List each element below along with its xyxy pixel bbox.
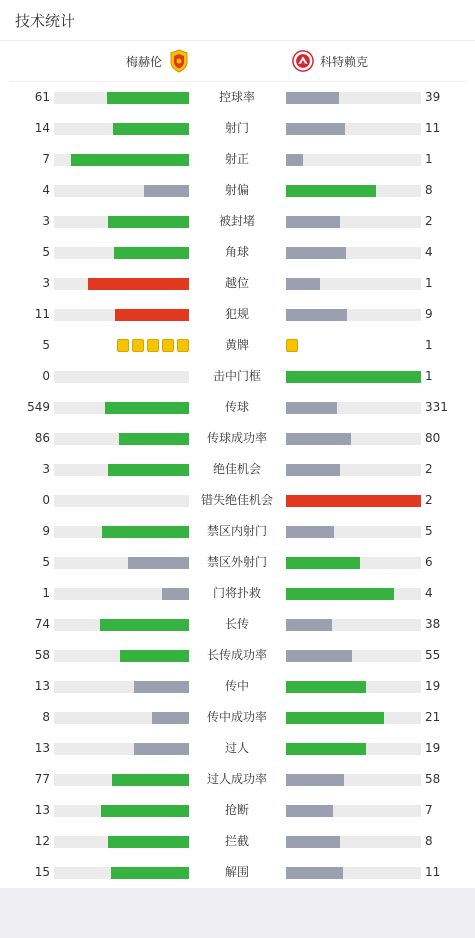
home-value: 15: [34, 865, 50, 879]
home-value: 74: [34, 617, 50, 631]
home-value: 7: [42, 152, 50, 166]
away-bar-fill: [286, 92, 339, 104]
home-value: 1: [42, 586, 50, 600]
away-bar-track: [286, 216, 421, 228]
away-yellow-cards: [286, 339, 298, 352]
away-value: 8: [425, 183, 433, 197]
home-value: 549: [27, 400, 50, 414]
away-bar-fill: [286, 216, 340, 228]
away-bar-track: [286, 185, 421, 197]
stat-row: [0, 764, 475, 795]
away-bar-fill: [286, 278, 320, 290]
section-header: [0, 0, 475, 41]
stat-row: [0, 330, 475, 361]
stat-row: [0, 857, 475, 888]
away-value: 1: [425, 338, 433, 352]
home-bar-track: [54, 619, 189, 631]
away-bar-fill: [286, 588, 394, 600]
home-bar-fill: [102, 526, 189, 538]
stat-name: 拦截: [224, 834, 249, 848]
stat-row: [0, 392, 475, 423]
home-bar-fill: [162, 588, 189, 600]
away-bar-track: [286, 867, 421, 879]
away-bar-fill: [286, 154, 303, 166]
away-value: 331: [425, 400, 448, 414]
away-bar-track: [286, 526, 421, 538]
away-bar-track: [286, 836, 421, 848]
away-bar-track: [286, 402, 421, 414]
home-bar-track: [54, 278, 189, 290]
stat-row: [0, 113, 475, 144]
home-bar-fill: [113, 123, 189, 135]
home-bar-fill: [115, 309, 189, 321]
home-team-crest-icon: [168, 49, 190, 73]
home-bar-track: [54, 588, 189, 600]
home-value: 13: [34, 803, 50, 817]
home-value: 3: [42, 214, 50, 228]
away-bar-fill: [286, 774, 344, 786]
away-value: 1: [425, 369, 433, 383]
home-bar-fill: [134, 681, 189, 693]
home-bar-fill: [100, 619, 189, 631]
away-value: 39: [425, 90, 441, 104]
away-value: 8: [425, 834, 433, 848]
home-bar-fill: [108, 216, 189, 228]
stat-row: [0, 237, 475, 268]
home-bar-track: [54, 836, 189, 848]
stat-name: 击中门框: [212, 369, 261, 383]
away-bar-fill: [286, 681, 366, 693]
stat-name: 长传成功率: [206, 648, 267, 662]
stat-row: [0, 175, 475, 206]
home-bar-fill: [119, 433, 189, 445]
home-team[interactable]: [126, 41, 190, 81]
stat-name: 传球成功率: [206, 431, 267, 445]
away-bar-fill: [286, 867, 343, 879]
home-bar-track: [54, 433, 189, 445]
away-value: 80: [425, 431, 441, 445]
home-value: 0: [42, 493, 50, 507]
stat-row: [0, 516, 475, 547]
stat-row: [0, 299, 475, 330]
stat-name: 越位: [224, 276, 249, 290]
away-bar-fill: [286, 619, 332, 631]
stat-row: [0, 268, 475, 299]
home-value: 61: [34, 90, 50, 104]
away-bar-fill: [286, 185, 376, 197]
home-value: 12: [34, 834, 50, 848]
home-value: 8: [42, 710, 50, 724]
yellow-card-icon: [162, 339, 174, 352]
away-bar-track: [286, 309, 421, 321]
away-bar-track: [286, 433, 421, 445]
home-bar-track: [54, 526, 189, 538]
away-bar-track: [286, 92, 421, 104]
away-bar-track: [286, 123, 421, 135]
home-bar-fill: [108, 464, 189, 476]
away-bar-fill: [286, 557, 360, 569]
away-bar-track: [286, 588, 421, 600]
away-bar-track: [286, 154, 421, 166]
home-bar-track: [54, 309, 189, 321]
stat-name: 角球: [224, 245, 249, 259]
home-bar-fill: [114, 247, 189, 259]
stat-row: [0, 826, 475, 857]
away-bar-fill: [286, 402, 337, 414]
stat-name: 禁区外射门: [206, 555, 267, 569]
stat-row: [0, 609, 475, 640]
stat-row: [0, 206, 475, 237]
home-yellow-cards: [117, 339, 189, 352]
home-team-name: 梅赫伦: [126, 54, 163, 69]
stat-name: 传球: [224, 400, 249, 414]
stat-row: [0, 144, 475, 175]
away-value: 4: [425, 586, 433, 600]
away-value: 1: [425, 276, 433, 290]
away-bar-track: [286, 619, 421, 631]
away-bar-track: [286, 681, 421, 693]
home-bar-track: [54, 867, 189, 879]
stat-row: [0, 578, 475, 609]
home-bar-track: [54, 247, 189, 259]
away-team-name: 科特赖克: [320, 54, 369, 69]
yellow-card-icon: [132, 339, 144, 352]
stat-row: [0, 640, 475, 671]
home-value: 13: [34, 741, 50, 755]
home-bar-track: [54, 495, 189, 507]
away-bar-fill: [286, 712, 384, 724]
home-bar-fill: [134, 743, 189, 755]
stat-row: [0, 702, 475, 733]
stat-row: [0, 361, 475, 392]
home-value: 5: [42, 555, 50, 569]
away-value: 4: [425, 245, 433, 259]
away-value: 58: [425, 772, 441, 786]
stat-row: [0, 733, 475, 764]
home-value: 14: [34, 121, 50, 135]
home-bar-fill: [107, 92, 189, 104]
stat-name: 射正: [224, 152, 249, 166]
away-bar-track: [286, 371, 421, 383]
stat-name: 传中成功率: [206, 710, 267, 724]
home-value: 4: [42, 183, 50, 197]
away-bar-fill: [286, 309, 347, 321]
home-bar-track: [54, 216, 189, 228]
away-bar-track: [286, 712, 421, 724]
home-bar-track: [54, 557, 189, 569]
stat-name: 被封堵: [218, 214, 255, 228]
stat-name: 禁区内射门: [206, 524, 267, 538]
away-value: 1: [425, 152, 433, 166]
home-value: 58: [34, 648, 50, 662]
yellow-card-icon: [117, 339, 129, 352]
away-bar-fill: [286, 433, 351, 445]
stat-row: [0, 671, 475, 702]
stat-name: 门将扑救: [212, 586, 261, 600]
home-bar-track: [54, 743, 189, 755]
home-bar-track: [54, 650, 189, 662]
stat-row: [0, 795, 475, 826]
stat-name: 错失绝佳机会: [200, 493, 273, 507]
home-bar-track: [54, 154, 189, 166]
away-team-crest-icon: [292, 49, 314, 73]
away-value: 2: [425, 493, 433, 507]
yellow-card-icon: [286, 339, 298, 352]
home-bar-track: [54, 681, 189, 693]
stat-row: [0, 485, 475, 516]
stat-name: 犯规: [224, 307, 249, 321]
home-value: 86: [34, 431, 50, 445]
stat-name: 过人: [224, 741, 249, 755]
away-value: 19: [425, 741, 441, 755]
away-bar-fill: [286, 836, 340, 848]
away-bar-fill: [286, 743, 366, 755]
home-bar-track: [54, 464, 189, 476]
stat-name: 控球率: [218, 90, 255, 104]
away-bar-fill: [286, 123, 345, 135]
away-value: 7: [425, 803, 433, 817]
home-bar-fill: [111, 867, 189, 879]
stat-row: [0, 82, 475, 113]
away-value: 21: [425, 710, 441, 724]
stat-name: 射门: [224, 121, 249, 135]
away-value: 19: [425, 679, 441, 693]
home-bar-fill: [144, 185, 189, 197]
stat-name: 过人成功率: [206, 772, 267, 786]
away-value: 9: [425, 307, 433, 321]
home-value: 3: [42, 276, 50, 290]
away-bar-fill: [286, 650, 352, 662]
section-title: 技术统计: [15, 11, 76, 30]
home-bar-track: [54, 712, 189, 724]
home-bar-fill: [71, 154, 189, 166]
away-bar-track: [286, 650, 421, 662]
home-bar-track: [54, 402, 189, 414]
team-header: [9, 41, 466, 82]
home-bar-fill: [152, 712, 189, 724]
stat-row: [0, 454, 475, 485]
home-bar-track: [54, 185, 189, 197]
away-bar-track: [286, 805, 421, 817]
away-value: 11: [425, 121, 441, 135]
home-value: 11: [34, 307, 50, 321]
home-bar-track: [54, 92, 189, 104]
away-value: 2: [425, 462, 433, 476]
home-bar-track: [54, 805, 189, 817]
home-value: 77: [34, 772, 50, 786]
home-value: 0: [42, 369, 50, 383]
away-value: 2: [425, 214, 433, 228]
away-bar-track: [286, 464, 421, 476]
home-value: 5: [42, 338, 50, 352]
home-value: 3: [42, 462, 50, 476]
away-bar-fill: [286, 526, 334, 538]
stat-name: 长传: [224, 617, 249, 631]
home-value: 9: [42, 524, 50, 538]
away-bar-track: [286, 495, 421, 507]
away-bar-fill: [286, 464, 340, 476]
away-bar-track: [286, 774, 421, 786]
stat-name: 传中: [224, 679, 249, 693]
stat-name: 抢断: [224, 803, 249, 817]
home-bar-track: [54, 371, 189, 383]
home-value: 13: [34, 679, 50, 693]
away-team[interactable]: [292, 41, 368, 81]
away-bar-track: [286, 743, 421, 755]
stat-row: [0, 547, 475, 578]
stat-name: 射偏: [224, 183, 249, 197]
away-bar-fill: [286, 371, 421, 383]
away-bar-track: [286, 278, 421, 290]
stat-name: 绝佳机会: [212, 462, 261, 476]
stat-row: [0, 423, 475, 454]
home-value: 5: [42, 245, 50, 259]
home-bar-fill: [128, 557, 189, 569]
away-value: 11: [425, 865, 441, 879]
away-value: 6: [425, 555, 433, 569]
home-bar-fill: [108, 836, 189, 848]
home-bar-fill: [88, 278, 189, 290]
yellow-card-icon: [147, 339, 159, 352]
home-bar-fill: [105, 402, 189, 414]
away-value: 55: [425, 648, 441, 662]
home-bar-fill: [120, 650, 189, 662]
away-bar-track: [286, 557, 421, 569]
away-value: 5: [425, 524, 433, 538]
stat-name: 解围: [224, 865, 249, 879]
away-bar-fill: [286, 805, 333, 817]
away-bar-fill: [286, 495, 421, 507]
home-bar-fill: [112, 774, 189, 786]
away-bar-fill: [286, 247, 346, 259]
stat-name: 黄牌: [224, 338, 249, 352]
away-value: 38: [425, 617, 441, 631]
away-bar-track: [286, 247, 421, 259]
home-bar-fill: [101, 805, 189, 817]
home-bar-track: [54, 774, 189, 786]
home-bar-track: [54, 123, 189, 135]
yellow-card-icon: [177, 339, 189, 352]
